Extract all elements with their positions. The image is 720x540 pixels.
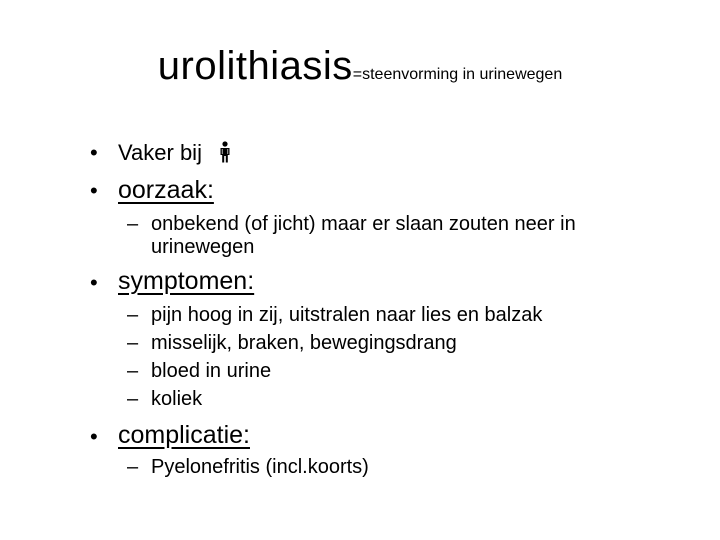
bullet-text: Vaker bij	[118, 140, 202, 165]
dash-symbol: –	[127, 332, 139, 354]
dash-symbol: –	[127, 360, 139, 382]
slide-title	[0, 44, 720, 89]
bullet-symbol: •	[90, 178, 98, 203]
title-main: urolithiasis	[157, 44, 353, 88]
bullet-symbol: •	[90, 424, 98, 449]
bullet-complicatie: complicatie:	[118, 421, 250, 449]
male-person-icon	[218, 141, 232, 169]
dash-symbol: –	[127, 388, 139, 410]
oorzaak-sub-line-2: urinewegen	[151, 236, 255, 258]
symptoom-item: koliek	[151, 388, 203, 410]
complicatie-item: Pyelonefritis (incl.koorts)	[151, 456, 369, 478]
oorzaak-sub-line-1: onbekend (of jicht) maar er slaan zouten neer in	[151, 213, 576, 235]
symptoom-item: bloed in urine	[151, 360, 272, 382]
bullet-symbol: •	[90, 270, 98, 295]
title-subtitle: =steenvorming in urinewegen	[352, 66, 563, 83]
bullet-symbol: •	[90, 140, 98, 165]
bullet-vaker-bij	[118, 140, 232, 169]
bullet-oorzaak: oorzaak:	[118, 176, 214, 204]
dash-symbol: –	[127, 456, 139, 478]
dash-symbol: –	[127, 304, 139, 326]
bullet-symptomen: symptomen:	[118, 267, 255, 295]
dash-symbol: –	[127, 213, 139, 235]
symptoom-item: misselijk, braken, bewegingsdrang	[151, 332, 457, 354]
symptoom-item: pijn hoog in zij, uitstralen naar lies en balzak	[151, 304, 543, 326]
